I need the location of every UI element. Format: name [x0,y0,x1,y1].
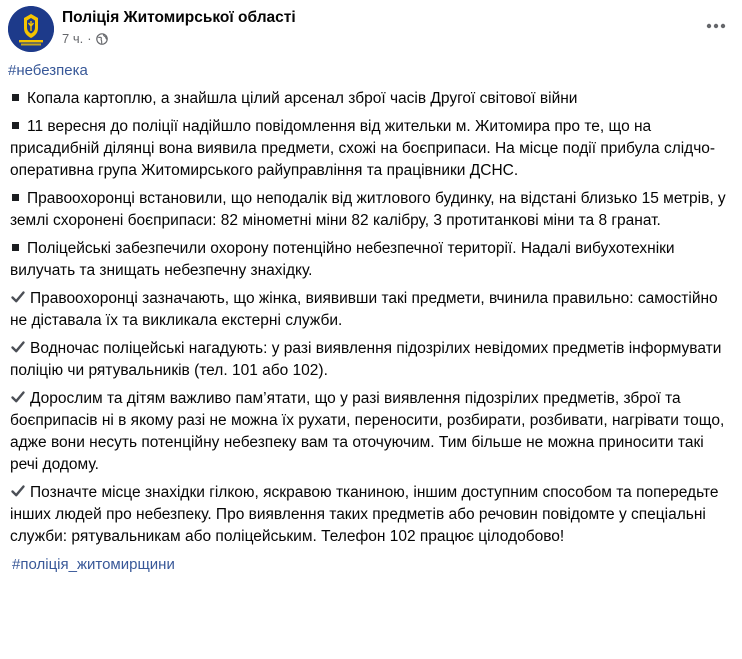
paragraph-text: Позначте місце знахідки гілкою, яскравою тканиною, іншим доступним способом та попередьте інших людей про небезпеку. Про виявлення таких предметів або речовин повідомте у спеціальні служби: рятувальникам або поліцейським. Телефон 102 працює цілодобово! [10,484,719,545]
post-timestamp[interactable]: 7 ч. [62,31,84,46]
square-bullet-icon [12,244,19,251]
post-paragraph [8,238,734,282]
post-paragraph [8,88,734,110]
police-emblem-icon [8,6,54,52]
paragraph-text: Правоохоронці зазначають, що жінка, виявивши такі предмети, вчинила правильно: самостійно не діставала їх та викликала екстерні служби. [10,290,718,329]
check-icon [10,483,26,499]
check-icon [10,339,26,355]
post-paragraph [8,338,734,382]
check-icon [10,289,26,305]
post-paragraph [8,482,734,548]
hashtag-link[interactable]: #поліція_житомирщини [12,556,175,573]
meta-separator: · [87,31,92,46]
post-paragraph [8,288,734,332]
paragraph-text: Водночас поліцейські нагадують: у разі виявлення підозрілих невідомих предметів інформувати поліцію чи рятувальників (тел. 101 або 102). [10,340,722,379]
square-bullet-icon [12,122,19,129]
globe-icon[interactable] [96,33,108,45]
post-header [8,6,730,52]
paragraph-text: Поліцейські забезпечили охорону потенційно небезпечної території. Надалі вибухотехніки вилучать та знищать небезпечну знахідку. [10,240,675,279]
post-body [8,60,734,576]
post-paragraph [8,188,734,232]
post-meta [62,31,108,46]
post-paragraph [8,116,734,182]
paragraph-text: Правоохоронці встановили, що неподалік від житлового будинку, на відстані близько 15 метрів, у землі схоронені боєприпаси: 82 мінометні міни 82 калібру, 3 протитанкові міни та 8 гранат. [10,190,726,229]
hashtag-link[interactable]: #небезпека [8,62,88,79]
post-menu-button[interactable] [702,12,730,40]
avatar[interactable] [8,6,54,52]
paragraph-text: 11 вересня до поліції надійшло повідомлення від жительки м. Житомира про те, що на присадибній ділянці вона виявила предмети, схожі на боєприпаси. На місце події прибула слідчо-оперативна група Житомирського райуправління та працівники ДСНС. [10,118,716,179]
square-bullet-icon [12,94,19,101]
page-name[interactable]: Поліція Житомирської області [62,9,296,26]
post-paragraph [8,388,734,476]
check-icon [10,389,26,405]
paragraph-text: Копала картоплю, а знайшла цілий арсенал зброї часів Другої світової війни [27,90,578,107]
square-bullet-icon [12,194,19,201]
paragraph-text: Дорослим та дітям важливо пам’ятати, що у разі виявлення підозрілих предметів, зброї та боєприпасів ні в якому разі не можна їх рухати, переносити, розбирати, розбивати, нагрівати тощо, адже вони несуть потенційну небезпеку вам та оточуючим. Тим більше не можна приносити такі речі додому. [10,390,725,473]
more-horizontal-icon [706,23,726,29]
